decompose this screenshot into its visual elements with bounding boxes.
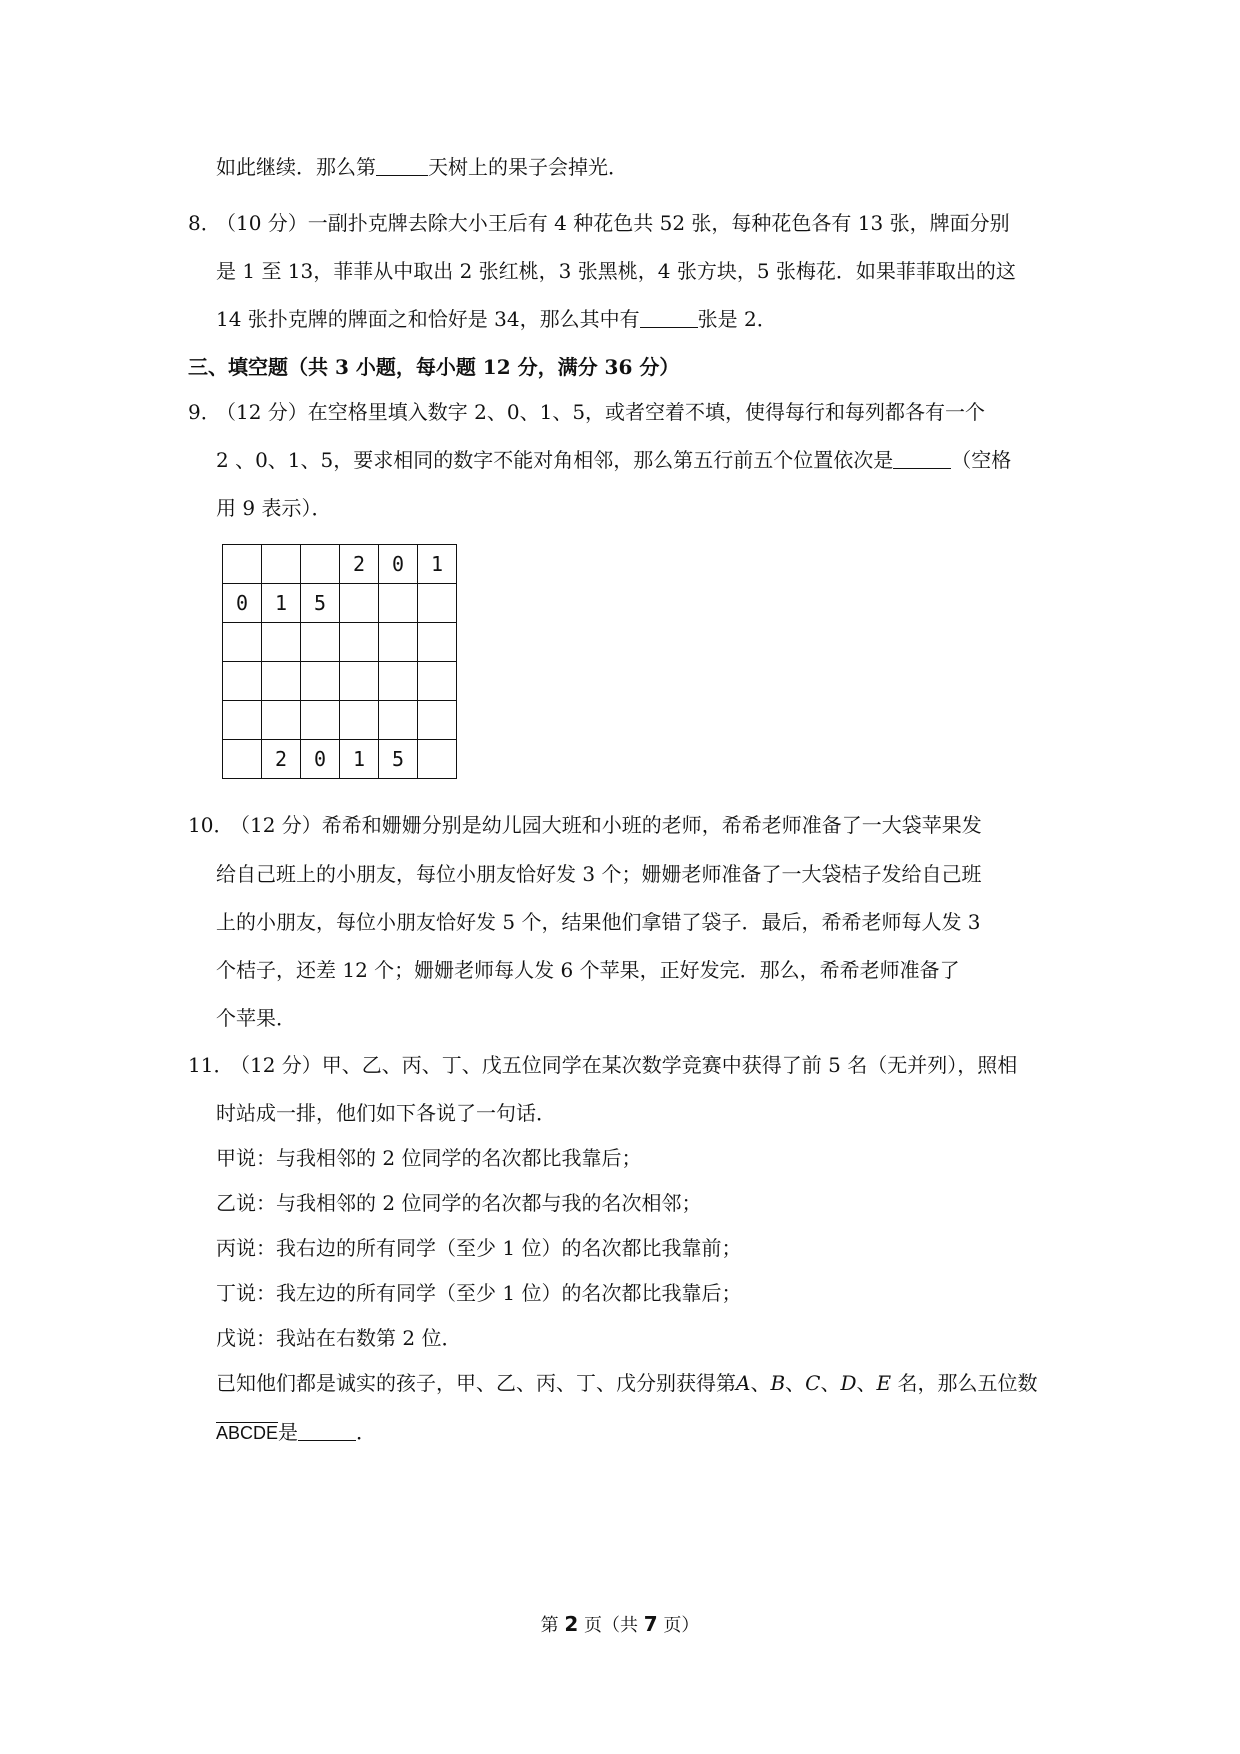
q7-continuation [216,153,628,181]
grid-row [223,662,457,701]
q10-number: 10． [188,813,234,837]
grid-cell [262,701,301,740]
q10-line-5: 个苹果． [216,1006,296,1030]
page-footer [0,1612,1240,1638]
q10-line-1: （12 分）希希和姗姗分别是幼儿园大班和小班的老师，希希老师准备了一大袋苹果发 [230,813,982,837]
grid-cell [301,701,340,740]
q9-answer-blank[interactable] [893,446,951,469]
q8-answer-blank[interactable] [640,305,698,328]
grid-cell: 5 [301,584,340,623]
grid-cell [379,701,418,740]
q11-statement-jia: 甲说：与我相邻的 2 位同学的名次都比我靠后； [216,1146,642,1170]
q11-known-line [216,1369,1037,1397]
grid-cell: 0 [379,545,418,584]
q11-number: 11． [188,1053,234,1077]
separator: 、 [750,1371,771,1395]
letter-c: C [805,1371,821,1395]
q7-text-after: 天树上的果子会掉光． [428,155,628,179]
q11-known-after: 名，那么五位数 [891,1371,1038,1395]
footer-mid: 页（共 [578,1615,644,1636]
q8-text-before: 14 张扑克牌的牌面之和恰好是 34，那么其中有 [216,307,640,331]
grid-cell: 1 [340,740,379,779]
grid-cell: 2 [340,545,379,584]
separator: 、 [856,1371,877,1395]
q8-line-1: （10 分）一副扑克牌去除大小王后有 4 种花色共 52 张，每种花色各有 13 张，牌面分别 [216,211,1010,235]
q11-answer-blank[interactable] [298,1418,356,1441]
grid-cell: 1 [418,545,457,584]
grid-cell [301,662,340,701]
section-3-heading: 三、填空题（共 3 小题，每小题 12 分，满分 36 分） [188,355,680,379]
grid-cell [223,662,262,701]
q9-line-2 [216,446,1011,474]
q11-answer-line [216,1418,376,1447]
letter-b: B [770,1371,786,1395]
grid-cell [301,623,340,662]
q9-text-after: （空格 [951,448,1012,472]
grid-row [223,584,457,623]
separator: 、 [785,1371,806,1395]
grid-cell [418,623,457,662]
grid-cell: 1 [262,584,301,623]
grid-row [223,545,457,584]
q10-line-4: 个桔子，还差 12 个；姗姗老师每人发 6 个苹果，正好发完．那么，希希老师准备了 [216,958,960,982]
q9-line-3: 用 9 表示）． [216,496,332,520]
q11-known-before: 已知他们都是诚实的孩子，甲、乙、丙、丁、戊分别获得第 [216,1371,736,1395]
q11-tail-before: 是 [278,1420,299,1444]
number-grid [222,544,457,779]
grid-cell [223,623,262,662]
q11-line-1: （12 分）甲、乙、丙、丁、戊五位同学在某次数学竞赛中获得了前 5 名（无并列），照相 [230,1053,1018,1077]
grid-cell [262,545,301,584]
q8-line-3 [216,305,777,333]
grid-cell: 0 [223,584,262,623]
footer-total-pages: 7 [643,1612,658,1636]
q8-text-after: 张是 2． [697,307,777,331]
q7-text-before: 如此继续．那么第 [216,155,376,179]
letter-d: D [840,1371,857,1395]
q10-line-3: 上的小朋友，每位小朋友恰好发 5 个，结果他们拿错了袋子．最后，希希老师每人发 3 [216,910,981,934]
grid-cell [418,701,457,740]
grid-cell [418,740,457,779]
grid-cell [262,623,301,662]
footer-post: 页） [657,1615,700,1636]
q9-number: 9． [188,400,221,424]
grid-cell [301,545,340,584]
q8-line-2: 是 1 至 13，菲菲从中取出 2 张红桃，3 张黑桃，4 张方块，5 张梅花．如果菲菲取出的这 [216,259,1016,283]
q9-line-1: （12 分）在空格里填入数字 2、0、1、5，或者空着不填，使得每行和每列都各有一个 [216,400,986,424]
grid-row [223,740,457,779]
grid-cell [223,740,262,779]
grid-cell [340,701,379,740]
q11-statement-yi: 乙说：与我相邻的 2 位同学的名次都与我的名次相邻； [216,1191,702,1215]
q11-tail-after: ． [356,1420,377,1444]
footer-page-number: 2 [564,1612,579,1636]
q9-text-before: 2 、0、1、5，要求相同的数字不能对角相邻，那么第五行前五个位置依次是 [216,448,894,472]
grid-cell [418,584,457,623]
q10-line-2: 给自己班上的小朋友，每位小朋友恰好发 3 个；姗姗老师准备了一大袋桔子发给自己班 [216,862,982,886]
q11-line-2: 时站成一排，他们如下各说了一句话． [216,1101,556,1125]
grid-cell [223,701,262,740]
grid-cell [340,662,379,701]
letter-a: A [736,1371,751,1395]
grid-cell: 2 [262,740,301,779]
grid-cell [379,662,418,701]
q11-statement-ding: 丁说：我左边的所有同学（至少 1 位）的名次都比我靠后； [216,1281,742,1305]
grid-cell [379,623,418,662]
letter-e: E [876,1371,892,1395]
footer-pre: 第 [540,1615,565,1636]
grid-cell [418,662,457,701]
grid-cell: 5 [379,740,418,779]
q7-answer-blank[interactable] [376,153,428,176]
grid-cell [262,662,301,701]
overline-number: ABCDE [216,1423,279,1443]
q11-statement-bing: 丙说：我右边的所有同学（至少 1 位）的名次都比我靠前； [216,1236,742,1260]
separator: 、 [820,1371,841,1395]
grid-row [223,623,457,662]
grid-cell [379,584,418,623]
grid-cell: 0 [301,740,340,779]
grid-row [223,701,457,740]
q11-statement-wu: 戊说：我站在右数第 2 位． [216,1326,462,1350]
grid-cell [223,545,262,584]
grid-cell [340,623,379,662]
grid-cell [340,584,379,623]
q8-number: 8． [188,211,221,235]
